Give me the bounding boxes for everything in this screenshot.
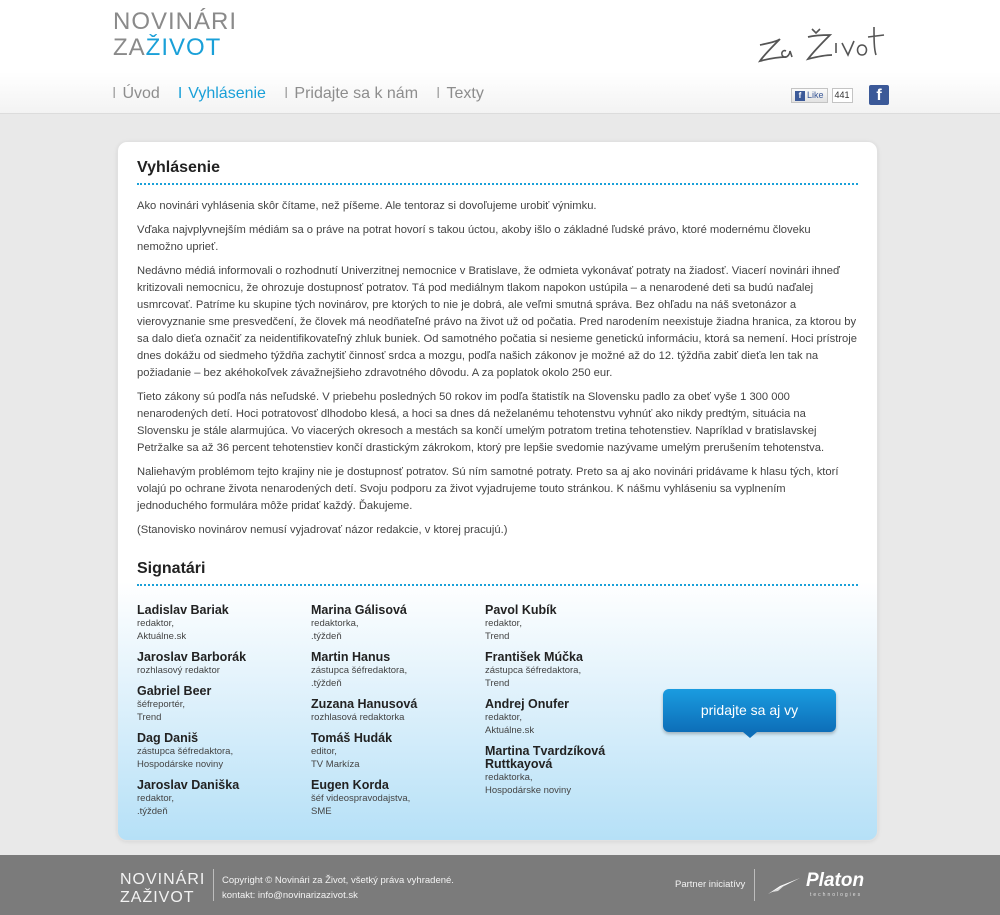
declaration-paragraph: (Stanovisko novinárov nemusí vyjadrovať názor redakcie, v ktorej pracujú.) [137,524,508,536]
site-logo[interactable] [113,9,237,61]
content-card [117,141,878,841]
declaration-title: Vyhlásenie [137,159,858,185]
signatory-outlet: SME [311,806,332,817]
logo-line-1: NOVINÁRI [113,8,238,35]
signatory [485,604,653,643]
signatory [311,779,479,818]
nav-separator: I [177,85,183,102]
signatory-role: redaktor, [137,618,174,629]
signatory-role: zástupca šéfredaktora, [311,665,408,676]
join-us-button[interactable]: pridajte sa aj vy [663,689,836,732]
signatory [485,698,653,737]
signature-za-zivot-logo [756,17,890,63]
signatory-outlet: Aktuálne.sk [485,725,535,736]
contact-email-link[interactable]: info@novinarizazivot.sk [257,890,358,901]
signatory [485,651,653,690]
declaration-paragraph: Ako novinári vyhlásenia skôr čítame, než píšeme. Ale tentoraz si dovoľujeme urobiť výnimku. [137,200,597,212]
signatory-name: Tomáš Hudák [311,731,393,745]
signatories-title: Signatári [137,560,858,586]
signatory-outlet: TV Markíza [311,759,360,770]
contact-line [222,888,454,903]
facebook-small-icon: f [795,91,805,101]
copyright-text: Copyright © Novinári za Život, všetký práva vyhradené. [222,875,454,886]
footer-divider [754,869,755,901]
nav-item-vyhlasenie[interactable] [178,84,266,104]
signatory [311,732,479,771]
signatory-outlet: Trend [137,712,162,723]
signatory [485,745,653,797]
nav-item-uvod[interactable] [112,84,160,104]
facebook-icon[interactable]: f [869,85,889,105]
partner-name: Platon [806,870,865,891]
nav-separator: I [283,85,289,102]
declaration-paragraph: Tieto zákony sú podľa nás neľudské. V priebehu posledných 50 rokov im podľa štatistík na Slovensku padlo za obeť vyše 1 300 000 nenarodených detí. Hoci potratovosť dlhodobo klesá, a hoci sa dnes dá neželanému tehotenstvu vyhnúť ako nikdy predtým, situácia na Slovensku je stále alarmujúca. Vo viacerých okresoch a mestách sa končí umelým potratom tretina tehotenstiev. Napríklad v bratislavskej Petržalke sa až 36 percent tehotenstiev končí drastickým zákrokom, ktorý pre lepšie svedomie nazývame umelým prerušením tehotenstva. [137,391,825,454]
declaration-paragraph: Nedávno médiá informovali o rozhodnutí Univerzitnej nemocnice v Bratislave, že odmieta vykonávať potraty na žiadosť. Viacerí novinári ihneď kritizovali nemocnicu, že ohrozuje dostupnosť potratov. Tá pod mediálnym tlakom napokon ustúpila – a nenarodené deti sa budú naďalej usmrcovať. Patríme ku skupine tých novinárov, pre ktorých to nie je dobrá, ale veľmi smutná správa. Bez ohľadu na náš svetonázor a vierovyznanie sme presvedčení, že človek má neodňateľné právo na život už od počatia. Pred narodením neexistuje žiadna hranica, za ktorou by sa dalo dieťa označiť za neidentifikovateľný zhluk buniek. Od samotného počatia si nesieme genetickú informáciu, ktorá sa nemení. Hoci prístroje dnes dokážu od siedmeho týždňa zachytiť činnosť srdca a mozgu, podľa našich zákonov je možné až do 12. týždňa zabiť dieťa len tak na požiadanie – bez akéhokoľvek závažnejšieho zdravotného dôvodu. A za poplatok okolo 250 eur. [137,265,857,379]
signatory-role: redaktor, [485,618,522,629]
signatory-name: Ladislav Bariak [137,603,229,617]
partner-subtitle: technologies [810,892,863,898]
like-label: Like [807,90,824,100]
signatory [311,698,479,724]
logo-line-2-accent: ŽIVOT [145,34,222,61]
signatory [137,604,305,643]
signatories-column-3 [485,604,653,805]
signatory-name: Marina Gálisová [311,603,407,617]
signatory-role: redaktor, [485,712,522,723]
join-us-button-pointer [743,732,757,738]
signatory [137,732,305,771]
declaration-body [137,198,859,546]
nav-item-pridajte-sa[interactable] [284,84,418,104]
signatory-role: redaktorka, [311,618,359,629]
signatories-column-1 [137,604,305,826]
signatory-role: rozhlasová redaktorka [311,712,405,723]
signatory-name: Martin Hanus [311,650,391,664]
signatory-name: Dag Daniš [137,731,199,745]
footer-logo-line-1: NOVINÁRI [120,871,206,888]
signatory-name: Martina Tvardzíková Ruttkayová [485,744,606,771]
signatory-name: Pavol Kubík [485,603,557,617]
signatory [137,685,305,724]
signatory-name: Zuzana Hanusová [311,697,418,711]
logo-line-2-prefix: ZA [113,34,146,61]
signatory-name: František Múčka [485,650,583,664]
logo-line-2 [113,35,237,61]
nav-item-texty[interactable] [436,84,484,104]
signatory [311,604,479,643]
nav-item-label: Pridajte sa k nám [294,85,419,102]
signatory-outlet: Trend [485,631,510,642]
signatory-role: redaktor, [137,793,174,804]
signatory [137,651,305,677]
signatory-outlet: Hospodárske noviny [137,759,224,770]
platon-plane-icon [766,874,802,896]
contact-label: kontakt: [222,890,258,901]
footer-logo-line-2: ZAŽIVOT [120,889,195,906]
nav-separator: I [112,85,117,102]
nav-item-label: Vyhlásenie [188,85,266,102]
signatory-role: zástupca šéfredaktora, [137,746,234,757]
nav-separator: I [436,85,441,102]
footer-divider [213,869,214,901]
signatory-outlet: Aktuálne.sk [137,631,187,642]
signatory-role: editor, [311,746,337,757]
facebook-like-button[interactable] [791,88,828,103]
nav-item-label: Úvod [122,85,160,102]
main-nav [112,84,502,104]
like-count: 441 [832,88,853,103]
signatory-name: Eugen Korda [311,778,389,792]
footer-logo[interactable] [120,871,205,907]
partner-label: Partner iniciatívy [675,879,746,890]
signatories-column-2 [311,604,479,826]
header [0,0,1000,72]
footer [0,855,1000,915]
platon-partner-logo[interactable] [766,870,882,900]
declaration-paragraph: Vďaka najvplyvnejším médiám sa o práve na potrat hovorí s takou úctou, akoby išlo o základné ľudské právo, ktoré modernému človeku nemožno uprieť. [137,224,811,253]
signatory [311,651,479,690]
signatory-role: redaktorka, [485,772,533,783]
signatory-name: Gabriel Beer [137,684,212,698]
declaration-paragraph: Naliehavým problémom tejto krajiny nie je dostupnosť potratov. Sú ním samotné potraty. Preto sa aj ako novinári pridávame k hlasu tých, ktorí volajú po ochrane života nenarodených detí. Svoju podporu za život vyjadrujeme touto stránkou. K nášmu vyhláseniu sa vyplnením jednoduchého formulára môže pridať každý. Ďakujeme. [137,466,839,512]
signatory-role: šéf videospravodajstva, [311,793,411,804]
signatory-outlet: .týždeň [137,806,168,817]
signatory-role: rozhlasový redaktor [137,665,220,676]
signatory-role: šéfreportér, [137,699,186,710]
signatory-name: Jaroslav Daniška [137,778,240,792]
signatory-role: zástupca šéfredaktora, [485,665,582,676]
signatory-outlet: Hospodárske noviny [485,785,572,796]
signatory [137,779,305,818]
signatory-name: Jaroslav Barborák [137,650,247,664]
footer-info [222,873,454,903]
nav-item-label: Texty [446,85,484,102]
signatory-outlet: Trend [485,678,510,689]
signatory-outlet: .týždeň [311,678,342,689]
signatory-outlet: .týždeň [311,631,342,642]
facebook-like-widget [791,88,853,103]
signatory-name: Andrej Onufer [485,697,570,711]
